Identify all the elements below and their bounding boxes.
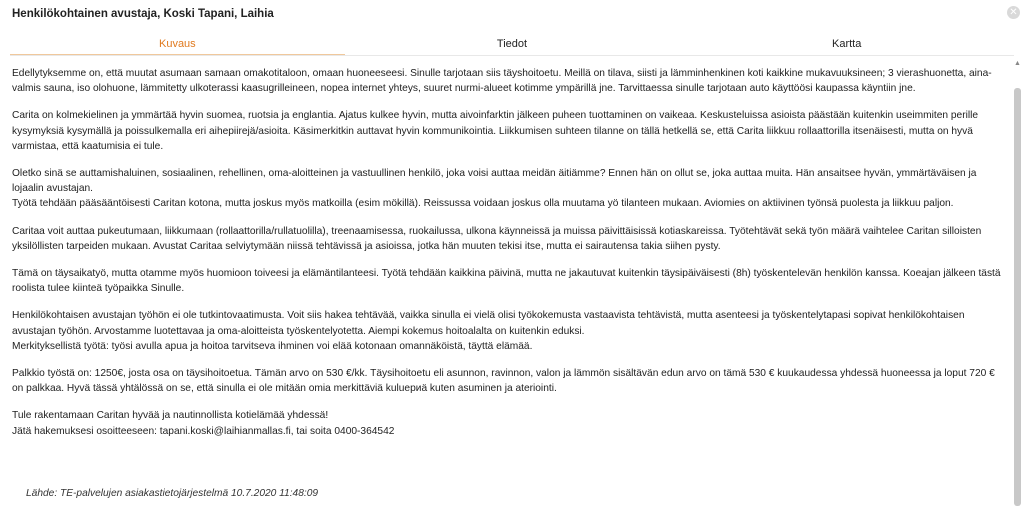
paragraph-salary: Palkkio työstä on: 1250€, josta osa on täysihoitoetua. Tämän arvo on 530 €/kk. Täysihoitoetu eli asunnon, ravinnon, valon ja lämmön sisältävän edun arvo on tämä 530 € kuukaudessa yhdessä huoneessa ja loput 720 € on palkkaa. Hyvä tässä yhtälössä on se, että sinulla ei ole mitään omia merkittäviä kuluериä kuten asuminen ja ateriointi. [12, 368, 995, 395]
paragraph-carita: Carita on kolmekielinen ja ymmärtää hyvin suomea, ruotsia ja englantia. Ajatus kulkee hyvin, mutta aivoinfarktin jälkeen puheen tuottaminen on vaikeaa. Keskusteluissa asioista päästään kuitenkin useimmiten perille kysymyksiä kysymällä ja poissulkemalla eri aihepiirejä/asioita. Käsimerkitkin auttavat hyvin kommunikointia. Liikkumisen suhteen tilanne on tällä hetkellä se, että Carita liikkuu rollaattorilla itsenäisesti, mutta on hyvä varmistaa, että kaatumisia ei tule. [12, 110, 979, 152]
tab-kartta[interactable]: Kartta [832, 38, 862, 50]
scroll-thumb[interactable] [1014, 88, 1021, 506]
title-bar [0, 0, 1024, 30]
tab-tiedot[interactable]: Tiedot [496, 38, 528, 50]
paragraph-fulltime: Tämä on täysaikatyö, mutta otamme myös huomioon toiveesi ja elämäntilanteesi. Työtä tehdään kaikkina päivinä, mutta ne jakautuvat kuitenkin täysipäiväisesti (8h) työskentelevän henkilön kanssa. Koeajan jälkeen tästä roolista tulee kiinteä työpaikka Sinulle. [12, 268, 1001, 295]
paragraph-tasks: Caritaa voit auttaa pukeutumaan, liikkumaan (rollaattorilla/rullatuolilla), treenaamisessa, ruokailussa, ulkona käynneissä ja muissa päivittäisissä kotiaskareissa. Työtehtävät sekä työn määrä vaihtelee Caritan silloisten yksilöllisten tarpeiden mukaan. Avustat Caritaa selviytymään niissä tehtävissä ja asioissa, jotka hän muuten tekisi itse, mutta ei sairautensa takia siihen pysty. [12, 225, 982, 252]
paragraph-invite: Tule rakentamaan Caritan hyvää ja nautinnollista kotielämää yhdessä! [12, 410, 329, 422]
paragraph-workplace: Työtä tehdään pääsääntöisesti Caritan kotona, mutta joskus myös matkoilla (esim mökillä). Reissussa voidaan joskus olla muutama yö tilanteen mukaan. Aviomies on aktiivinen työnsä puolesta ja liikkuu paljon. [12, 198, 954, 210]
source-text: Lähde: TE-palvelujen asiakastietojärjestelmä 10.7.2020 11:48:09 [26, 488, 319, 499]
scrollbar[interactable] [1013, 60, 1022, 506]
paragraph-meaningful: Merkityksellistä työtä: työsi avulla apua ja hoitoa tarvitseva ihminen voi elää kotonaan omannäköistä, täyttä elämää. [12, 340, 533, 352]
close-icon[interactable]: ✕ [1007, 6, 1020, 19]
paragraph-intro: Edellytyksemme on, että muutat asumaan samaan omakotitaloon, omaan huoneeseesi. Sinulle tarjotaan siis täyshoitoetu. Meillä on tilava, siisti ja lämminhenkinen koti kaikkine mukavuuksineen; 3 vierashuonetta, aina-valmis sauna, iso olohuone, lämmitetty ulkoterassi kaasugrilleineen, nopea internet yhteys, suuret nurmi-alueet kotimme ympärillä jne. Tarvittaessa sinulle tarjotaan auto käyttöösi kaupassa käyntiin jne. [12, 68, 992, 95]
paragraph-requirements: Henkilökohtaisen avustajan työhön ei ole tutkintovaatimusta. Voit siis hakea tehtävää, vaikka sinulla ei vielä olisi työkokemusta vastaavista tehtävistä, mutta asenteesi ja työskentelytapasi sopivat henkilökohtaisen avustajan työhön. Arvostamme luotettavaa ja oma-aloitteista työskentelyotetta. Aiempi kokemus hoitoalalta on kuitenkin eduksi. [12, 310, 965, 337]
scroll-up-icon[interactable]: ▲ [1014, 60, 1021, 67]
tab-bar [10, 38, 1014, 56]
paragraph-contact: Jätä hakemuksesi osoitteeseen: tapani.koski@laihianmallas.fi, tai soita 0400-364542 [12, 425, 395, 437]
tabs-divider [10, 55, 1014, 56]
tab-kuvaus[interactable]: Kuvaus [10, 38, 345, 56]
paragraph-question: Oletko sinä se auttamishaluinen, sosiaalinen, rehellinen, oma-aloitteinen ja vastuullinen henkilö, joka voisi auttaa meidän äitiämme? Ennen hän on ollut se, joka auttaa muita. Hän ansaitsee hyvän, ymmärtäväisen ja lojaalin avustajan. [12, 168, 977, 195]
description-content [12, 66, 1007, 439]
window-title: Henkilökohtainen avustaja, Koski Tapani, Laihia [12, 8, 274, 20]
